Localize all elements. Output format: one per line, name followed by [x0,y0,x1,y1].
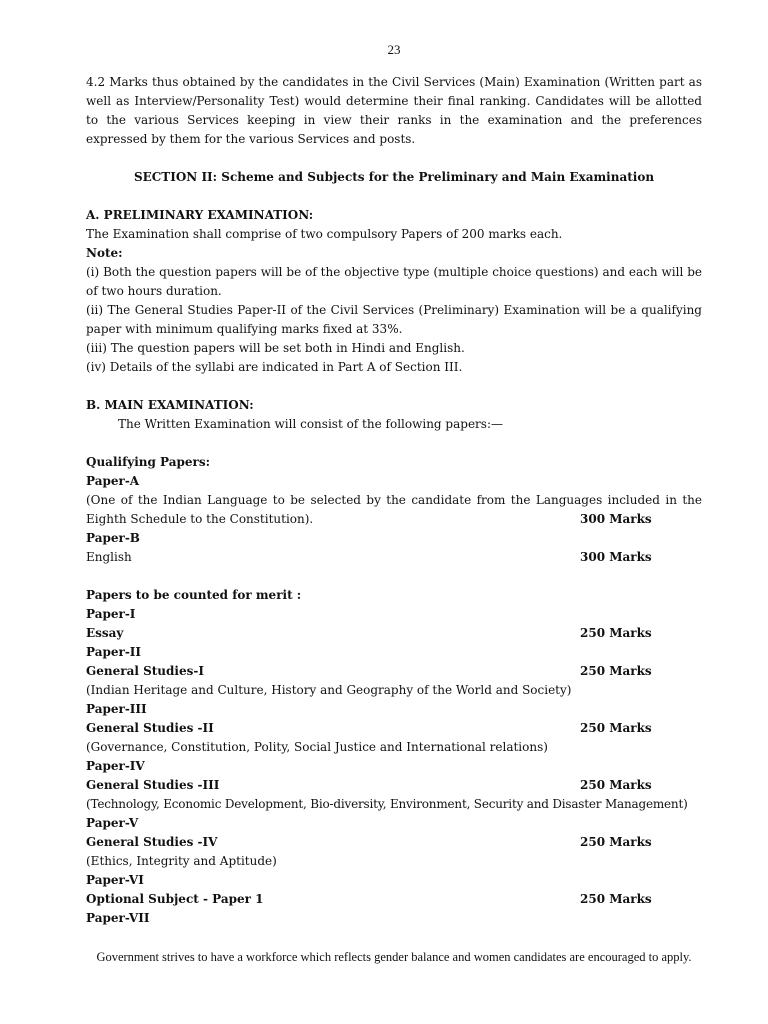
paper-desc: (Governance, Constitution, Polity, Social Justice and International relations) [86,740,548,754]
qualifying-heading: Qualifying Papers: [86,455,211,469]
paper-a-desc-2: Eighth Schedule to the Constitution). [86,512,314,526]
paper-marks: 250 Marks [580,778,652,792]
paper-row [86,776,702,795]
page-number: 23 [387,42,401,57]
paper-marks: 250 Marks [580,892,652,906]
paper-marks: 250 Marks [580,664,652,678]
paper-a-desc: (One of the Indian Language to be selected by the candidate from the Languages included in the [86,493,702,507]
paper-label: Paper-VII [86,911,150,925]
paper-a-desc-cont [86,510,702,529]
paper-row [86,890,702,909]
paper-a-marks: 300 Marks [580,512,652,526]
paper-label: Paper-VI [86,873,144,887]
paper-marks: 250 Marks [580,835,652,849]
paper-name: Essay [86,626,124,640]
footer-note: Government strives to have a workforce which reflects gender balance and women candidates are encouraged to apply. [96,950,692,964]
section-title: SECTION II: Scheme and Subjects for the Preliminary and Main Examination [133,170,655,184]
merit-heading: Papers to be counted for merit : [86,588,302,602]
main-heading: B. MAIN EXAMINATION: [86,398,254,412]
paper-name: General Studies -III [86,778,220,792]
paper-b-row [86,548,702,567]
paper-row [86,624,702,643]
paper-b-label: Paper-B [86,531,140,545]
paper-row [86,719,702,738]
paragraph-4-2: 4.2 Marks thus obtained by the candidates in the Civil Services (Main) Examination (Written part as well as Interview/Personality Test) would determine their final ranking. Candidates will be allotted to the various Services keeping in view their ranks in the examination and the preferences expressed by them for the various Services and posts. [86,75,702,146]
paper-name: General Studies-I [86,664,204,678]
note-label: Note: [86,246,123,260]
paper-name: Optional Subject - Paper 1 [86,892,264,906]
main-intro: The Written Examination will consist of the following papers:— [118,417,503,431]
note-i: (i) Both the question papers will be of the objective type (multiple choice questions) and each will be of two hours duration. [86,265,702,298]
paper-row [86,662,702,681]
paper-marks: 250 Marks [580,721,652,735]
prelim-heading: A. PRELIMINARY EXAMINATION: [86,208,314,222]
paper-name: General Studies -IV [86,835,218,849]
paper-desc: (Technology, Economic Development, Bio-diversity, Environment, Security and Disaster Management) [86,797,688,811]
paper-row [86,833,702,852]
paper-label: Paper-III [86,702,147,716]
paper-label: Paper-II [86,645,142,659]
paper-b-marks: 300 Marks [580,550,652,564]
paper-a-label: Paper-A [86,474,140,488]
paper-label: Paper-I [86,607,136,621]
note-iii: (iii) The question papers will be set both in Hindi and English. [86,341,465,355]
paper-label: Paper-V [86,816,139,830]
note-ii: (ii) The General Studies Paper-II of the Civil Services (Preliminary) Examination will be a qualifying paper with minimum qualifying marks fixed at 33%. [86,303,702,336]
note-iv: (iv) Details of the syllabi are indicated in Part A of Section III. [86,360,463,374]
paper-b-desc: English [86,550,132,564]
prelim-text: The Examination shall comprise of two compulsory Papers of 200 marks each. [86,227,563,241]
paper-marks: 250 Marks [580,626,652,640]
paper-desc: (Ethics, Integrity and Aptitude) [86,854,277,868]
paper-label: Paper-IV [86,759,145,773]
paper-name: General Studies -II [86,721,214,735]
paper-desc: (Indian Heritage and Culture, History and Geography of the World and Society) [86,683,572,697]
